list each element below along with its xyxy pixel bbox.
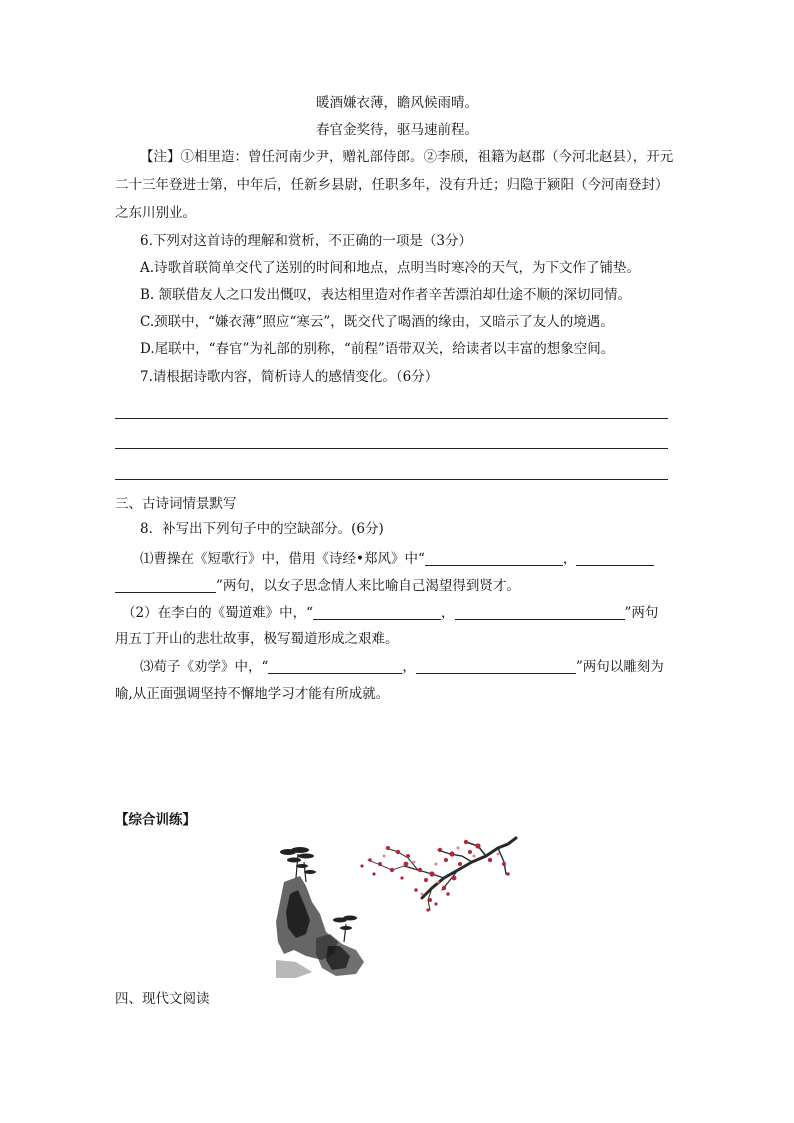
q8-blank-6[interactable] xyxy=(416,660,576,674)
answer-line-2[interactable] xyxy=(115,448,668,449)
q8-blank-4[interactable] xyxy=(455,606,625,620)
section4-title: 四、现代文阅读 xyxy=(115,991,210,1007)
q6-option-a: A.诗歌首联简单交代了送别的时间和地点，点明当时寒冷的天气，为下文作了铺垫。 xyxy=(140,260,641,276)
q8-stem: 8．补写出下列句子中的空缺部分。(6分) xyxy=(140,521,384,537)
q8-item-3-line-2: 喻,从正面强调坚持不懈地学习才能有所成就。 xyxy=(115,686,390,702)
q8-item-1-comma: ， xyxy=(562,551,577,567)
q8-blank-3[interactable] xyxy=(313,606,441,620)
q8-item-3-text-b: ”两句以雕刻为 xyxy=(575,659,664,675)
section3-title: 三、古诗词情景默写 xyxy=(115,496,237,512)
q8-item-3-text-a: ⑶荀子《劝学》中，“ xyxy=(140,659,269,675)
note-line-3: 之东川别业。 xyxy=(115,205,196,221)
q8-item-2-line-2: 用五丁开山的悲壮故事，极写蜀道形成之艰难。 xyxy=(115,631,399,647)
poem-line-2: 春官金奖待，驱马速前程。 xyxy=(316,122,478,138)
q8-item-2-comma: ， xyxy=(441,605,455,621)
q8-item-3-line-1 xyxy=(140,660,664,675)
answer-line-3[interactable] xyxy=(115,479,668,480)
q8-item-1-line-1 xyxy=(140,552,654,567)
q8-item-2-text-a: （2）在李白的《蜀道难》中，“ xyxy=(122,605,313,621)
training-title: 【综合训练】 xyxy=(115,812,196,828)
answer-line-1[interactable] xyxy=(115,418,668,419)
q6-option-b: B. 颔联借友人之口发出慨叹，表达相里造对作者辛苦漂泊却仕途不顺的深切同情。 xyxy=(140,287,632,303)
q8-blank-2b[interactable] xyxy=(115,579,216,593)
q6-option-c: C.颈联中，“嫌衣薄”照应“寒云”，既交代了喝酒的缘由，又暗示了友人的境遇。 xyxy=(140,314,614,330)
note-line-2: 二十三年登进士第，中年后，任新乡县尉，任职多年，没有升迁；归隐于颍阳（今河南登封） xyxy=(115,177,669,193)
q8-item-1-text-a: ⑴曹操在《短歌行》中，借用《诗经•郑风》中“ xyxy=(140,551,425,567)
q8-item-1-text-b: ”两句，以女子思念情人来比喻自己渴望得到贤才。 xyxy=(216,578,520,594)
q8-item-1-line-2 xyxy=(115,579,520,594)
q8-blank-1[interactable] xyxy=(425,552,563,566)
q6-option-d: D.尾联中，“春官”为礼部的别称，“前程”语带双关，给读者以丰富的想象空间。 xyxy=(140,341,615,357)
q7-stem: 7.请根据诗歌内容，简析诗人的感情变化。（6分） xyxy=(140,369,439,385)
landscape-illustration xyxy=(276,842,368,978)
poem-line-1: 暖酒嫌衣薄，瞻风候雨晴。 xyxy=(316,95,478,111)
q8-item-2-text-b: ”两句 xyxy=(624,605,659,621)
q8-blank-5[interactable] xyxy=(268,660,402,674)
note-line-1: 【注】①相里造：曾任河南少尹，赠礼部侍郎。②李颀，祖籍为赵郡（今河北赵县），开元 xyxy=(140,149,674,165)
q8-blank-2a[interactable] xyxy=(576,552,654,566)
q6-stem: 6.下列对这首诗的理解和赏析，不正确的一项是（3分） xyxy=(140,233,472,249)
q8-item-2-line-1 xyxy=(122,606,658,621)
q8-item-3-comma: ， xyxy=(402,659,416,675)
plum-blossom-illustration xyxy=(358,834,518,914)
